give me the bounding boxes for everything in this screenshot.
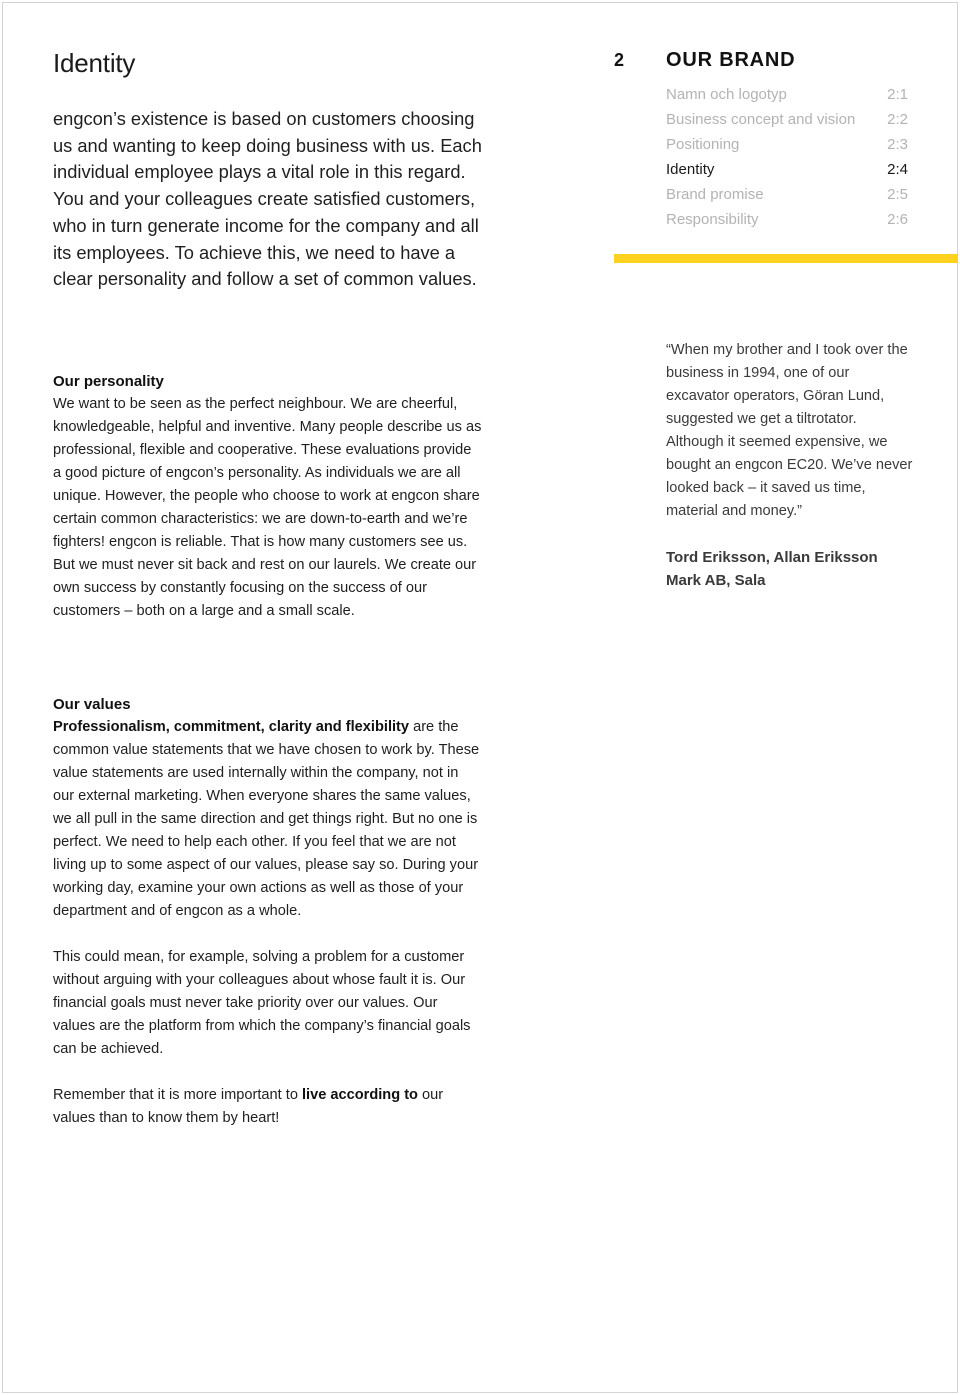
page-title: Identity	[53, 48, 136, 78]
values-paragraph-3	[53, 1084, 483, 1130]
toc-item-responsibility[interactable]	[666, 207, 908, 232]
toc-item-label: Business concept and vision	[666, 111, 856, 128]
toc-item-identity[interactable]	[666, 157, 908, 182]
chapter-title: OUR BRAND	[666, 49, 796, 71]
values-paragraph-1	[53, 716, 483, 923]
toc-item-business-concept[interactable]	[666, 107, 908, 132]
toc-item-page: 2:5	[887, 186, 908, 203]
quote-attribution	[666, 546, 926, 592]
values-paragraph-3-end: our values than to know them by heart!	[53, 1087, 444, 1126]
values-section	[53, 693, 483, 1130]
toc-item-page: 2:1	[887, 86, 908, 103]
values-paragraph-3-start: Remember that it is more important to	[53, 1087, 302, 1103]
values-heading: Our values	[53, 696, 131, 713]
toc-item-page: 2:2	[887, 111, 908, 128]
intro-paragraph: engcon’s existence is based on customers choosing us and wanting to keep doing business with us. Each individual employee plays a vital role in this regard. You and your colleagues create satisfied customers, who in turn generate income for the company and all its employees. To achieve this, we need to have a clear personality and follow a set of common values.	[53, 108, 482, 290]
personality-section	[53, 370, 483, 623]
table-of-contents	[666, 82, 908, 232]
toc-item-label: Brand promise	[666, 186, 764, 203]
toc-item-brand-promise[interactable]	[666, 182, 908, 207]
quote-company: Mark AB, Sala	[666, 572, 766, 589]
toc-item-label: Namn och logotyp	[666, 86, 787, 103]
customer-quote: “When my brother and I took over the business in 1994, one of our excavator operators, Göran Lund, suggested we get a tiltrotator. Although it seemed expensive, we bought an engcon EC20. We’ve never looked back – it saved us time, material and money.”	[666, 342, 913, 519]
quote-author: Tord Eriksson, Allan Eriksson	[666, 549, 878, 566]
toc-item-label: Identity	[666, 161, 715, 178]
personality-body: We want to be seen as the perfect neighbour. We are cheerful, knowledgeable, helpful and inventive. Many people describe us as professional, flexible and cooperative. These evaluations provide a good picture of engcon’s personality. As individuals we are all unique. However, the people who choose to work at engcon share certain common characteristics: we are down-to-earth and we’re fighters! engcon is reliable. That is how many customers see us. But we must never sit back and rest on our laurels. We create our own success by constantly focusing on the success of our customers – both on a large and a small scale.	[53, 396, 482, 619]
toc-item-positioning[interactable]	[666, 132, 908, 157]
toc-item-page: 2:4	[887, 161, 908, 178]
toc-item-label: Positioning	[666, 136, 740, 153]
values-paragraph-2: This could mean, for example, solving a problem for a customer without arguing with your colleagues about whose fault it is. Our financial goals must never take priority over our values. Our values are the platform from which the company’s financial goals can be achieved.	[53, 949, 471, 1057]
toc-item-page: 2:6	[887, 211, 908, 228]
chapter-number: 2	[614, 50, 625, 70]
personality-heading: Our personality	[53, 373, 164, 390]
values-bold-statement: Professionalism, commitment, clarity and flexibility	[53, 719, 410, 735]
values-paragraph-3-bold: live according to	[302, 1087, 418, 1103]
toc-item-namn-och-logotyp[interactable]	[666, 82, 908, 107]
toc-item-page: 2:3	[887, 136, 908, 153]
accent-bar	[614, 254, 958, 263]
toc-item-label: Responsibility	[666, 211, 759, 228]
values-paragraph-1-text: are the common value statements that we have chosen to work by. These value statements are used internally within the company, not in our external marketing. When everyone shares the same values, we all pull in the same direction and get things right. But no one is perfect. We need to help each other. If you feel that we are not living up to some aspect of our values, please say so. During your working day, examine your own actions as well as those of your department and of engcon as a whole.	[53, 719, 480, 919]
